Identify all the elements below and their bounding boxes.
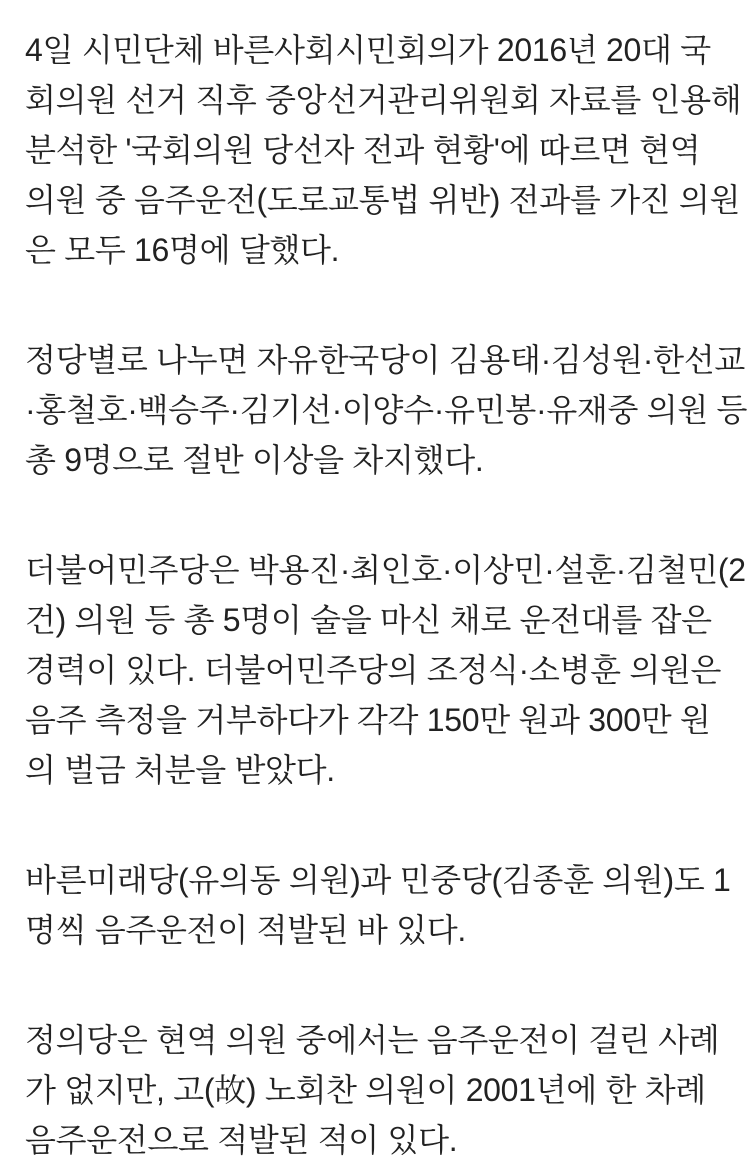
text-line: 더불어민주당은 박용진·최인호·이상민·설훈·김철민(2 <box>25 552 746 588</box>
text-line: 의 벌금 처분을 받았다. <box>25 752 335 788</box>
text-line: 정의당은 현역 의원 중에서는 음주운전이 걸린 사례 <box>25 1022 720 1058</box>
text-line: 분석한 '국회의원 당선자 전과 현황'에 따르면 현역 <box>25 132 701 168</box>
text-line: 건) 의원 등 총 5명이 술을 마신 채로 운전대를 잡은 <box>25 602 712 638</box>
text-line: 총 9명으로 절반 이상을 차지했다. <box>25 442 484 478</box>
text-line: 경력이 있다. 더불어민주당의 조정식·소병훈 의원은 <box>25 652 722 688</box>
text-line: 회의원 선거 직후 중앙선거관리위원회 자료를 인용해 <box>25 82 742 118</box>
text-line: 바른미래당(유의동 의원)과 민중당(김종훈 의원)도 1 <box>25 862 731 898</box>
text-line: 명씩 음주운전이 적발된 바 있다. <box>25 912 466 948</box>
paragraph <box>25 25 742 275</box>
text-line: 음주운전으로 적발된 적이 있다. <box>25 1122 458 1158</box>
text-line: 의원 중 음주운전(도로교통법 위반) 전과를 가진 의원 <box>25 182 741 218</box>
text-line: 정당별로 나누면 자유한국당이 김용태·김성원·한선교 <box>25 342 745 378</box>
paragraph <box>25 1015 726 1165</box>
text-line: 4일 시민단체 바른사회시민회의가 2016년 20대 국 <box>25 32 711 68</box>
paragraph <box>25 335 748 485</box>
paragraph <box>25 855 731 955</box>
paragraph <box>25 545 746 795</box>
text-line: 음주 측정을 거부하다가 각각 150만 원과 300만 원 <box>25 702 711 738</box>
text-line: ·홍철호·백승주·김기선·이양수·유민봉·유재중 의원 등 <box>25 392 748 428</box>
text-line: 가 없지만, 고(故) 노회찬 의원이 2001년에 한 차례 <box>25 1072 706 1108</box>
text-line: 은 모두 16명에 달했다. <box>25 232 340 268</box>
